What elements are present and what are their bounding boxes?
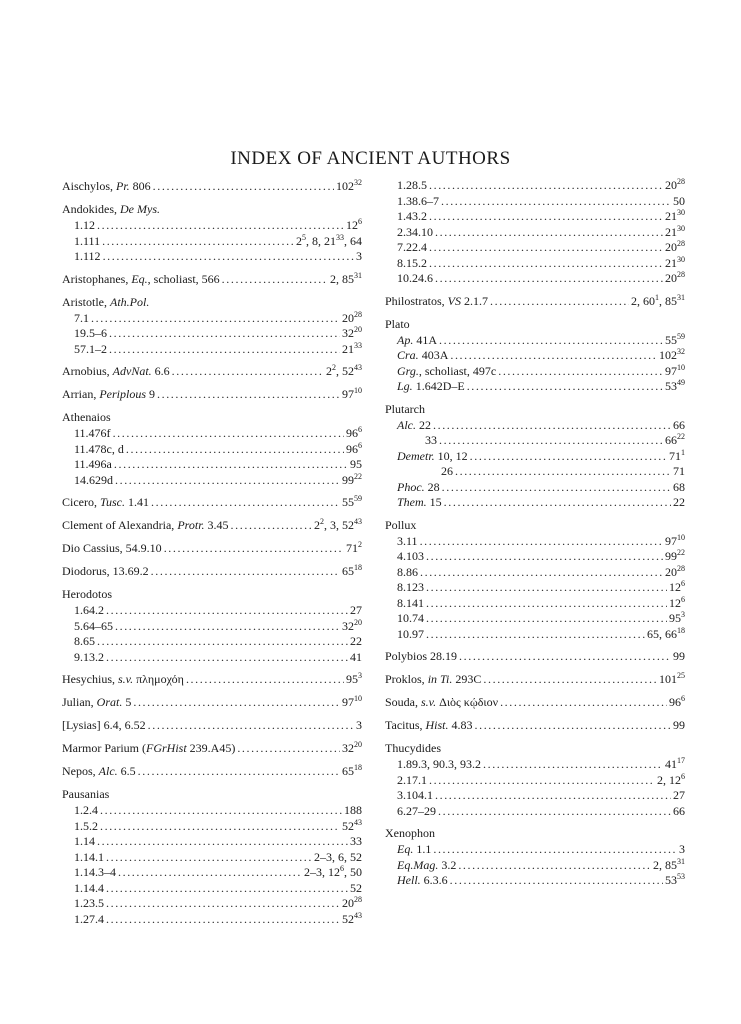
author-heading: Aristotle, Ath.Pol. (62, 294, 150, 309)
index-entry: Julian, Orat. 5 ..... $97^{10}$ (62, 694, 362, 711)
author-heading: Xenophon (385, 826, 435, 840)
leader-dots (426, 611, 667, 627)
entry-dio-cassius (62, 540, 362, 557)
entry-tacitus (385, 717, 685, 734)
index-subentry: 26 ..... 71 (385, 464, 685, 480)
leader-dots (153, 178, 334, 195)
leader-dots (483, 671, 657, 688)
index-entry: Souda, s.v. Διὸς κῴδιον ..... $96^6$ (385, 694, 685, 711)
entry-nepos (62, 763, 362, 780)
leader-dots (433, 418, 671, 434)
index-subentry: 1.14.4 ..... 52 (62, 881, 362, 897)
index-subentry: 19.5–6 ..... $32^{20}$ (62, 326, 362, 342)
entry-proklos (385, 671, 685, 688)
entry-diodorus (62, 563, 362, 580)
leader-dots (429, 178, 663, 194)
leader-dots (439, 433, 663, 449)
index-subentry: 1.43.2 ..... $21^{30}$ (385, 209, 685, 225)
leader-dots (106, 850, 312, 866)
index-entry (62, 178, 362, 195)
index-subentry: 1.14 ..... 33 (62, 834, 362, 850)
entry-pausanias-continued (385, 178, 685, 287)
leader-dots (222, 271, 328, 288)
leader-dots (420, 565, 663, 581)
index-column-right (385, 178, 685, 895)
index-subentry: 3.104.1 ..... 27 (385, 788, 685, 804)
index-subentry: 1.27.4 ..... $52^{43}$ (62, 912, 362, 928)
leader-dots (115, 473, 340, 489)
index-subentry: 57.1–2 ..... $21^{33}$ (62, 342, 362, 358)
index-subentry: 8.15.2 ..... $21^{30}$ (385, 256, 685, 272)
leader-dots (138, 763, 340, 780)
index-subentry: 8.123 ..... $12^6$ (385, 580, 685, 596)
leader-dots (113, 426, 344, 442)
entry-label: Aischylos, Pr. 806 (62, 179, 151, 193)
leader-dots (100, 803, 342, 819)
entry-pollux (385, 517, 685, 643)
index-entry: [Lysias] 6.4, 6.52 ..... 3 (62, 717, 362, 734)
leader-dots (435, 788, 671, 804)
entry-lysias (62, 717, 362, 734)
leader-dots (500, 694, 667, 711)
index-entry: Diodorus, 13.69.2 ..... $65^{18}$ (62, 563, 362, 580)
leader-dots (498, 364, 663, 380)
leader-dots (442, 480, 671, 496)
index-subentry: 1.14.3–4 ..... 2–3, $12^6$, 50 (62, 865, 362, 881)
leader-dots (450, 348, 657, 364)
leader-dots (475, 717, 672, 734)
author-heading: Plato (385, 316, 410, 331)
index-subentry: Cra. 403A ..... $102^{32}$ (385, 348, 685, 364)
index-subentry: 1.2.4 ..... 188 (62, 803, 362, 819)
author-heading: Pollux (385, 517, 417, 532)
index-subentry: 10.24.6 ..... $20^{28}$ (385, 271, 685, 287)
leader-dots (106, 603, 348, 619)
index-entry: Clement of Alexandria, Protr. 3.45 ..... $2^2$, 3, $52^{43}$ (62, 517, 362, 534)
leader-dots (133, 694, 340, 711)
index-subentry: 1.14.1 ..... 2–3, 6, 52 (62, 850, 362, 866)
index-subentry: Eq. 1.1 ..... 3 (385, 842, 685, 858)
index-subentry: Alc. 22 ..... 66 (385, 418, 685, 434)
leader-dots (106, 881, 348, 897)
index-subentry: 6.27–29 ..... 66 (385, 804, 685, 820)
author-heading: Herodotos (62, 587, 112, 601)
leader-dots (91, 311, 340, 327)
index-subentry: 1.23.5 ..... $20^{28}$ (62, 896, 362, 912)
author-heading: Athenaios (62, 410, 111, 424)
leader-dots (426, 596, 667, 612)
index-entry: Aristophanes, Eq., scholiast, 566 ..... 2, $85^{31}$ (62, 271, 362, 288)
index-subentry: 14.629d ..... $99^{22}$ (62, 473, 362, 489)
author-heading: Plutarch (385, 401, 425, 416)
leader-dots (458, 858, 651, 874)
index-subentry: 1.64.2 ..... 27 (62, 603, 362, 619)
leader-dots (435, 225, 663, 241)
leader-dots (420, 534, 663, 550)
index-subentry: 5.64–65 ..... $32^{20}$ (62, 619, 362, 635)
entry-athenaios (62, 409, 362, 488)
author-heading: Pausanias (62, 787, 110, 801)
leader-dots (426, 580, 667, 596)
index-subentry: Phoc. 28 ..... 68 (385, 480, 685, 496)
index-subentry: 33 ..... $66^{22}$ (385, 433, 685, 449)
index-subentry: 7.1 ..... $20^{28}$ (62, 311, 362, 327)
index-subentry: 11.496a ..... 95 (62, 457, 362, 473)
entry-julian (62, 694, 362, 711)
leader-dots (102, 234, 294, 250)
index-entry: Proklos, in Ti. 293C ..... $101^{25}$ (385, 671, 685, 688)
entry-aristophanes (62, 271, 362, 288)
entry-plato (385, 316, 685, 395)
index-subentry: 2.34.10 ..... $21^{30}$ (385, 225, 685, 241)
index-subentry: 7.22.4 ..... $20^{28}$ (385, 240, 685, 256)
leader-dots (97, 834, 348, 850)
index-subentry: 3.11 ..... $97^{10}$ (385, 534, 685, 550)
index-subentry: 1.38.6–7 ..... 50 (385, 194, 685, 210)
leader-dots (439, 333, 663, 349)
index-subentry: 1.12 ..... $12^6$ (62, 218, 362, 234)
leader-dots (109, 342, 340, 358)
leader-dots (148, 717, 354, 734)
index-subentry: Ap. 41A ..... $55^{59}$ (385, 333, 685, 349)
leader-dots (441, 194, 671, 210)
entry-aischylos (62, 178, 362, 195)
leader-dots (164, 540, 344, 557)
entry-plutarch (385, 401, 685, 511)
author-heading: Andokides, De Mys. (62, 202, 160, 216)
index-subentry: 2.17.1 ..... 2, $12^6$ (385, 773, 685, 789)
entry-arnobius (62, 363, 362, 380)
leader-dots (429, 209, 663, 225)
leader-dots (426, 627, 645, 643)
index-entry: Hesychius, s.v. πλημοχόη ..... $95^3$ (62, 671, 362, 688)
index-entry: Polybios 28.19 ..... 99 (385, 648, 685, 665)
entry-marmor-parium (62, 740, 362, 757)
entry-arrian (62, 386, 362, 403)
entry-thucydides (385, 740, 685, 819)
index-subentry: Eq.Mag. 3.2 ..... 2, $85^{31}$ (385, 858, 685, 874)
leader-dots (237, 740, 340, 757)
index-subentry: Demetr. 10, 12 ..... $71^1$ (385, 449, 685, 465)
index-subentry: 1.89.3, 90.3, 93.2 ..... $41^{17}$ (385, 757, 685, 773)
leader-dots (106, 896, 340, 912)
index-subentry: Hell. 6.3.6 ..... $53^{53}$ (385, 873, 685, 889)
leader-dots (438, 804, 671, 820)
leader-dots (435, 271, 663, 287)
leader-dots (114, 457, 348, 473)
index-subentry: 11.476f ..... $96^6$ (62, 426, 362, 442)
index-subentry: Lg. 1.642D–E ..... $53^{49}$ (385, 379, 685, 395)
index-subentry: 8.86 ..... $20^{28}$ (385, 565, 685, 581)
leader-dots (118, 865, 302, 881)
leader-dots (172, 363, 324, 380)
leader-dots (433, 842, 677, 858)
leader-dots (126, 442, 344, 458)
index-subentry: Them. 15 ..... 22 (385, 495, 685, 511)
index-entry: Tacitus, Hist. 4.83 ..... 99 (385, 717, 685, 734)
leader-dots (490, 293, 629, 310)
entry-clement (62, 517, 362, 534)
leader-dots (455, 464, 671, 480)
index-entry: Arrian, Periplous 9 ..... $97^{10}$ (62, 386, 362, 403)
leader-dots (106, 912, 340, 928)
leader-dots (115, 619, 340, 635)
author-heading: Thucydides (385, 741, 441, 755)
index-entry: Philostratos, VS 2.1.7 ..... 2, $60^1$, $85^{31}$ (385, 293, 685, 310)
leader-dots (426, 549, 663, 565)
index-entry: Nepos, Alc. 6.5 ..... $65^{18}$ (62, 763, 362, 780)
index-subentry: 11.478c, d ..... $96^6$ (62, 442, 362, 458)
index-entry: Marmor Parium (FGrHist 239.A45) ..... $32^{20}$ (62, 740, 362, 757)
leader-dots (100, 819, 340, 835)
leader-dots (151, 563, 340, 580)
leader-dots (151, 494, 340, 511)
entry-aristotle (62, 294, 362, 358)
index-subentry: 9.13.2 ..... 41 (62, 650, 362, 666)
index-entry: Arnobius, AdvNat. 6.6 ..... $2^2$, $52^{43}$ (62, 363, 362, 380)
index-subentry: Grg., scholiast, 497c ..... $97^{10}$ (385, 364, 685, 380)
leader-dots (429, 256, 663, 272)
leader-dots (109, 326, 340, 342)
entry-philostratos (385, 293, 685, 310)
leader-dots (467, 379, 663, 395)
leader-dots (483, 757, 663, 773)
index-entry: Dio Cassius, 54.9.10 ..... $71^2$ (62, 540, 362, 557)
entry-hesychius (62, 671, 362, 688)
leader-dots (459, 648, 671, 665)
index-entry: Cicero, Tusc. 1.41 ..... $55^{59}$ (62, 494, 362, 511)
index-subentry: 1.5.2 ..... $52^{43}$ (62, 819, 362, 835)
index-subentry: 1.111 ..... $2^5$, 8, $21^{33}$, 64 (62, 234, 362, 250)
leader-dots (429, 240, 663, 256)
entry-xenophon (385, 825, 685, 889)
entry-souda (385, 694, 685, 711)
index-subentry: 10.74 ..... $95^3$ (385, 611, 685, 627)
index-subentry: 1.112 ..... 3 (62, 249, 362, 265)
index-subentry: 8.141 ..... $12^6$ (385, 596, 685, 612)
index-subentry: 1.28.5 ..... $20^{28}$ (385, 178, 685, 194)
index-subentry: 8.65 ..... 22 (62, 634, 362, 650)
leader-dots (470, 449, 667, 465)
leader-dots (97, 218, 344, 234)
leader-dots (103, 249, 354, 265)
entry-polybios (385, 648, 685, 665)
page-ref: $102^{32}$ (336, 178, 362, 193)
leader-dots (157, 386, 340, 403)
entry-cicero (62, 494, 362, 511)
leader-dots (450, 873, 663, 889)
index-subentry: 10.97 ..... 65, $66^{18}$ (385, 627, 685, 643)
leader-dots (444, 495, 671, 511)
index-subentry: 4.103 ..... $99^{22}$ (385, 549, 685, 565)
entry-andokides (62, 201, 362, 265)
leader-dots (97, 634, 348, 650)
leader-dots (231, 517, 312, 534)
index-column-left (62, 178, 362, 933)
leader-dots (186, 671, 344, 688)
page-title: INDEX OF ANCIENT AUTHORS (230, 148, 511, 169)
leader-dots (429, 773, 655, 789)
leader-dots (106, 650, 348, 666)
entry-herodotos (62, 586, 362, 665)
entry-pausanias (62, 786, 362, 927)
